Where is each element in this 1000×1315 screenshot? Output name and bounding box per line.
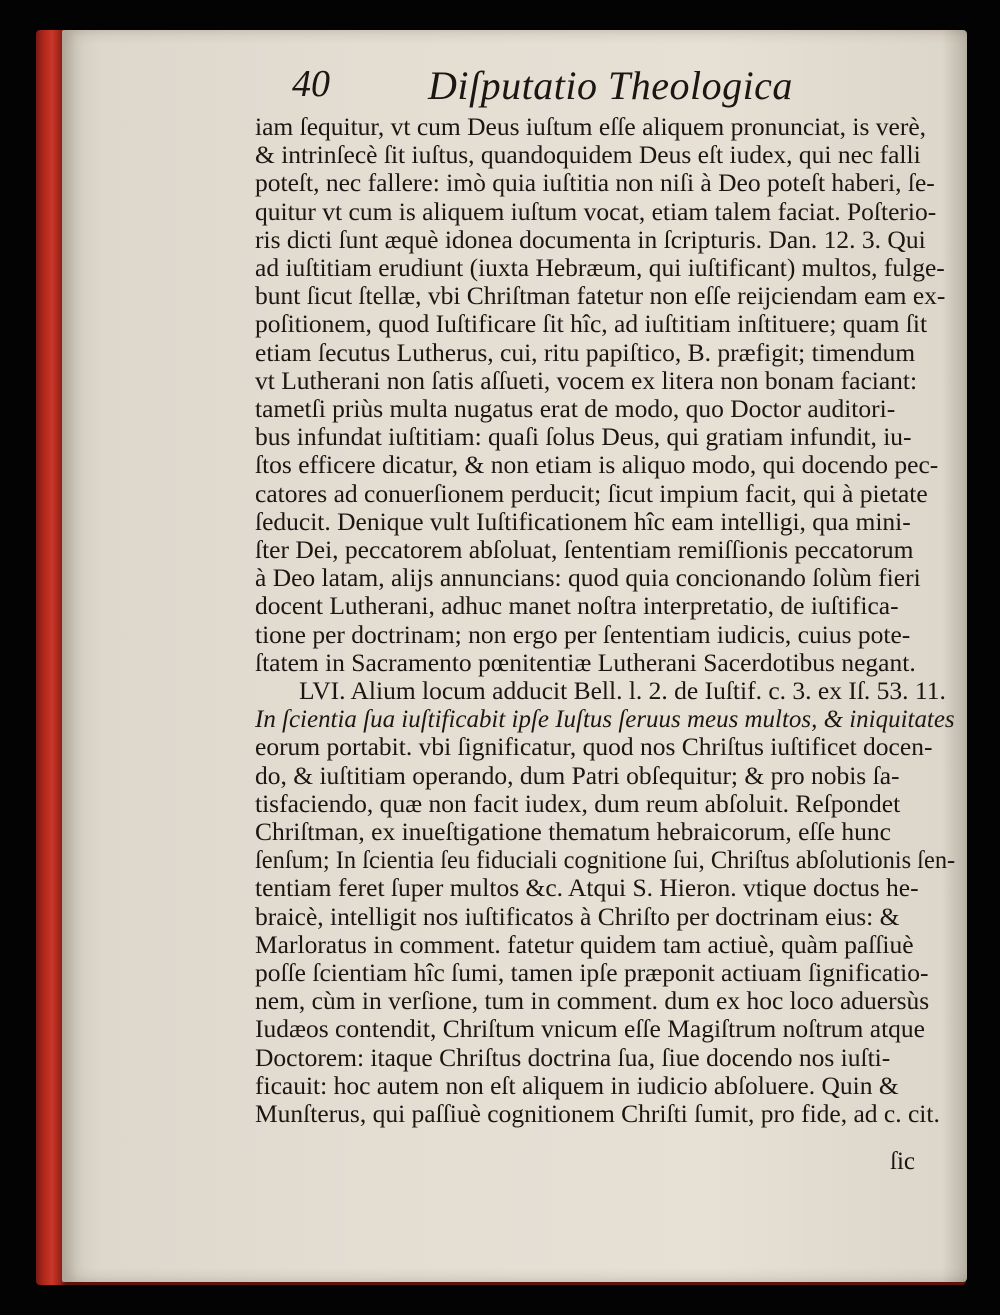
text-line: do, & iuſtitiam operando, dum Patri obſequitur; & pro nobis ſa- [255, 760, 900, 790]
text-line: tione per doctrinam; non ergo per ſententiam iudicis, cuius pote- [255, 619, 911, 649]
text-line: Chriſtman, ex inueſtigatione thematum hebraicorum, eſſe hunc [255, 817, 891, 846]
text-line: ſtatem in Sacramento pœnitentiæ Lutherani Sacerdotibus negant. [255, 647, 916, 677]
text-line: Marloratus in comment. fatetur quidem tam actiuè, quàm paſſiuè [255, 929, 914, 959]
text-line: ſenſum; In ſcientia ſeu fiduciali cognitione ſui, Chriſtus abſolutionis ſen- [255, 845, 956, 875]
text-line: tisfaciendo, quæ non facit iudex, dum reum abſoluit. Reſpondet [255, 788, 901, 818]
text-line: ad iuſtitiam erudiunt (iuxta Hebræum, qui iuſtificant) multos, fulge- [255, 253, 945, 282]
text-line: In ſcientia ſua iuſtificabit ipſe Iuſtus ſeruus meus multos, & iniquitates [255, 704, 955, 734]
text-line: eorum portabit. vbi ſignificatur, quod nos Chriſtus iuſtificet docen- [255, 732, 933, 762]
text-line: Doctorem: itaque Chriſtus doctrina ſua, ſiue docendo nos iuſti- [255, 1042, 891, 1072]
catchword: ſic [890, 1148, 915, 1175]
text-line: poſſe ſcientiam hîc ſumi, tamen ipſe præponit actiuam ſignificatio- [255, 958, 929, 987]
text-line: bunt ſicut ſtellæ, vbi Chriſtman fatetur non eſſe reijciendam eam ex- [255, 281, 946, 311]
text-line: iam ſequitur, vt cum Deus iuſtum eſſe aliquem pronunciat, is verè, [255, 112, 927, 141]
running-head: Diſputatio Theologica [428, 63, 793, 108]
page-header [292, 62, 852, 112]
text-line: & intrinſecè ſit iuſtus, quandoquidem Deus eſt iudex, qui nec falli [255, 140, 921, 170]
text-line: docent Lutherani, adhuc manet noſtra interpretatio, de iuſtifica- [255, 591, 899, 621]
text-line: tametſi priùs multa nugatus erat de modo, quo Doctor auditori- [255, 394, 896, 423]
text-line: à Deo latam, alijs annuncians: quod quia concionando ſolùm fieri [255, 563, 921, 593]
text-line: braicè, intelligit nos iuſtificatos à Chriſto per doctrinam eius: & [255, 901, 900, 931]
text-line: LVI. Alium locum adducit Bell. l. 2. de Iuſtif. c. 3. ex Iſ. 53. 11. [299, 676, 946, 705]
text-line: tentiam feret ſuper multos &c. Atqui S. Hieron. vtique doctus he- [255, 873, 919, 903]
text-line: etiam ſecutus Lutherus, cui, ritu papiſtico, B. præfigit; timendum [255, 337, 916, 367]
text-line: Munſterus, qui paſſiuè cognitionem Chriſti ſumit, pro fide, ad c. cit. [255, 1099, 940, 1128]
text-line: Iudæos contendit, Chriſtum vnicum eſſe Magiſtrum noſtrum atque [255, 1014, 925, 1044]
text-line: bus infundat iuſtitiam: quaſi ſolus Deus, qui gratiam infundit, iu- [255, 422, 912, 452]
text-line: poteſt, nec fallere: imò quia iuſtitia non niſi à Deo poteſt haberi, ſe- [255, 168, 935, 198]
text-line: quitur vt cum is aliquem iuſtum vocat, etiam talem faciat. Poſterio- [255, 196, 937, 226]
text-line: catores ad conuerſionem perducit; ſicut impium facit, qui à pietate [255, 478, 928, 508]
text-line: ſeducit. Denique vult Iuſtificationem hîc eam intelligi, qua mini- [255, 506, 911, 536]
page-number: 40 [292, 63, 330, 105]
text-line: nem, cùm in verſione, tum in comment. dum ex hoc loco aduersùs [255, 986, 930, 1016]
text-line: ficauit: hoc autem non eſt aliquem in iudicio abſoluere. Quin & [255, 1070, 899, 1100]
text-line: ris dicti ſunt æquè idonea documenta in ſcripturis. Dan. 12. 3. Qui [255, 224, 926, 254]
text-line: poſitionem, quod Iuſtificare ſit hîc, ad iuſtitiam inſtituere; quam ſit [255, 309, 928, 339]
text-line: ſtos efficere dicatur, & non etiam is aliquo modo, qui docendo pec- [255, 450, 939, 480]
text-line: vt Lutherani non ſatis aſſueti, vocem ex litera non bonam faciant: [255, 365, 918, 395]
text-line: ſter Dei, peccatorem abſoluat, ſententiam remiſſionis peccatorum [255, 535, 914, 564]
